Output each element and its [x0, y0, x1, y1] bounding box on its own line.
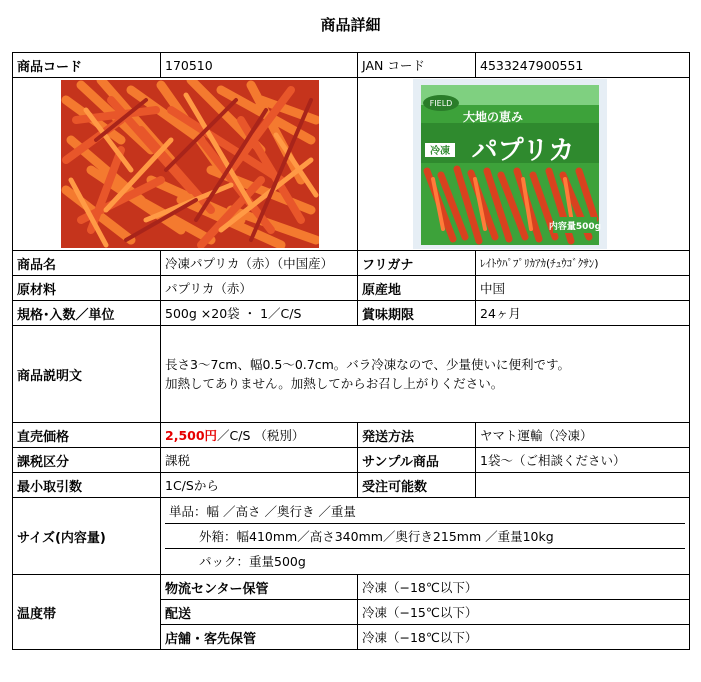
package-image: [413, 79, 607, 249]
price-amount: 2,500円: [165, 428, 218, 443]
temp-storage-label: 物流センター保管: [161, 575, 358, 600]
size-unit-line: 単品：幅 ／高さ ／奥行き ／重量: [165, 499, 685, 524]
min-order-value: 1C/Sから: [161, 473, 358, 498]
table-row: [13, 473, 690, 498]
size-value: [161, 498, 690, 575]
code-label: 商品コード: [13, 53, 161, 78]
table-row: [13, 276, 690, 301]
price-value: [161, 423, 358, 448]
ingredients-value: パプリカ（赤）: [161, 276, 358, 301]
furigana-value: ﾚｲﾄｳﾊﾟﾌﾟﾘｶｱｶ(ﾁｭｳｺﾞｸｻﾝ): [476, 251, 690, 276]
product-spec-table: [12, 52, 690, 650]
spec-label: 規格･入数／単位: [13, 301, 161, 326]
package-tagline: 大地の恵み: [462, 110, 524, 124]
spec-value: 500g ×20袋 ・ 1／C/S: [161, 301, 358, 326]
sample-value: 1袋～（ご相談ください）: [476, 448, 690, 473]
product-photo-cell: [13, 78, 358, 251]
description-line: 長さ3～7cm、幅0.5～0.7cm。バラ冷凍なので、少量使いに便利です。: [165, 357, 571, 372]
order-capacity-value: [476, 473, 690, 498]
name-label: 商品名: [13, 251, 161, 276]
table-row: [13, 251, 690, 276]
temp-delivery-value: 冷凍（−15℃以下）: [358, 600, 690, 625]
table-row: [13, 423, 690, 448]
temp-storage-value: 冷凍（−18℃以下）: [358, 575, 690, 600]
code-value: 170510: [161, 53, 358, 78]
sample-label: サンプル商品: [358, 448, 476, 473]
image-row: [13, 78, 690, 251]
min-order-label: 最小取引数: [13, 473, 161, 498]
shipping-value: ヤマト運輸（冷凍）: [476, 423, 690, 448]
package-weight: 内容量500g: [548, 222, 602, 232]
package-brand: FIELD: [429, 99, 453, 108]
temperature-label: 温度帯: [13, 575, 161, 650]
table-row: [13, 326, 690, 423]
description-line: 加熱してありません。加熱してからお召し上がりください。: [165, 376, 504, 391]
name-value: 冷凍パプリカ（赤）（中国産）: [161, 251, 358, 276]
page-title: 商品詳細: [320, 16, 381, 34]
description-label: 商品説明文: [13, 326, 161, 423]
package-product-name: パプリカ: [471, 136, 575, 166]
origin-value: 中国: [476, 276, 690, 301]
package-category: 冷凍: [430, 146, 450, 157]
temp-store-value: 冷凍（−18℃以下）: [358, 625, 690, 650]
shelf-life-label: 賞味期限: [358, 301, 476, 326]
temp-store-label: 店舗・客先保管: [161, 625, 358, 650]
jan-label: JAN コード: [358, 53, 476, 78]
table-row: [13, 301, 690, 326]
origin-label: 原産地: [358, 276, 476, 301]
price-unit: ／C/S （税別）: [217, 428, 305, 443]
tax-value: 課税: [161, 448, 358, 473]
jan-value: 4533247900551: [476, 53, 690, 78]
price-label: 直売価格: [13, 423, 161, 448]
paprika-photo: [61, 80, 319, 248]
size-pack-line: パック：重量500g: [199, 553, 306, 569]
shipping-label: 発送方法: [358, 423, 476, 448]
shelf-life-value: 24ヶ月: [476, 301, 690, 326]
tax-label: 課税区分: [13, 448, 161, 473]
size-outer-line: 外箱：幅410mm／高さ340mm／奥行き215mm ／重量10kg: [165, 524, 685, 549]
table-row: [13, 53, 690, 78]
package-photo-cell: [358, 78, 690, 251]
furigana-label: フリガナ: [358, 251, 476, 276]
size-label: サイズ(内容量): [13, 498, 161, 575]
order-capacity-label: 受注可能数: [358, 473, 476, 498]
table-row: [13, 448, 690, 473]
description-value: [161, 326, 690, 423]
table-row: [13, 498, 690, 575]
ingredients-label: 原材料: [13, 276, 161, 301]
temp-delivery-label: 配送: [161, 600, 358, 625]
table-row: [13, 575, 690, 600]
